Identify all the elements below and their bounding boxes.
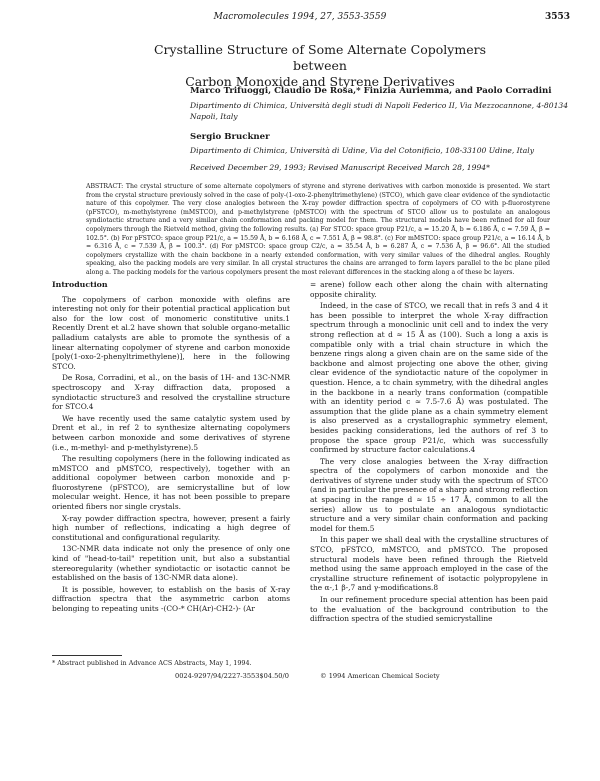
copyright-notice: © 1994 American Chemical Society	[320, 672, 440, 680]
page-number: 3553	[544, 12, 570, 22]
paragraph: The resulting copolymers (here in the following indicated as mMSTCO and pMSTCO, respectively), together with an additional copolymer between carbon monoxide and p-fluorostyrene (pFSTCO), are semicrystalline but of low molecular weight. Hence, it has not been possible to prepare oriented fibers nor single crystals.	[52, 454, 290, 512]
running-header	[0, 12, 600, 26]
paragraph: = arene) follow each other along the chain with alternating opposite chirality.	[310, 280, 548, 299]
paragraph: 13C-NMR data indicate not only the presence of only one kind of "head-to-tail" repetition unit, but also a substantial stereoregularity (whether syndiotactic or isotactic cannot be established on the basis of 13C-NMR data alone).	[52, 544, 290, 583]
title-line-1: Crystalline Structure of Some Alternate Copolymers between	[153, 42, 486, 73]
received-dates: Received December 29, 1993; Revised Manuscript Received March 28, 1994*	[190, 163, 490, 172]
paragraph: In our refinement procedure special attention has been paid to the evaluation of the background contribution to the diffraction spectra of the studied semicrystalline	[310, 595, 548, 624]
title-line-2: Carbon Monoxide and Styrene Derivatives	[185, 74, 455, 89]
journal-citation: Macromolecules 1994, 27, 3553-3559	[213, 12, 387, 22]
footnote-divider	[52, 655, 122, 656]
author-list: Marco Trifuoggi, Claudio De Rosa,* Finizia Auriemma, and Paolo Corradini	[190, 86, 552, 96]
article-title	[150, 42, 490, 90]
footnote: * Abstract published in Advance ACS Abstracts, May 1, 1994.	[52, 659, 252, 667]
paragraph: In this paper we shall deal with the crystalline structures of STCO, pFSTCO, mMSTCO, and pMSTCO. The proposed structural models have been refined through the Rietveld method using the same approach employed in the case of the crystalline structure refinement of isotactic polypropylene in the α-,1 β-,7 and γ-modifications.8	[310, 535, 548, 593]
paragraph: X-ray powder diffraction spectra, however, present a fairly high number of reflections, indicating a high degree of constitutional and configurational regularity.	[52, 513, 290, 542]
left-column	[52, 280, 290, 616]
paragraph: The copolymers of carbon monoxide with olefins are interesting not only for their potential practical application but also for the low cost of monomeric constitutive units.1 Recently Drent et al.2 have shown that soluble organo-metallic palladium catalysts are able to promote the synthesis of a linear alternating copolymer of styrene and carbon monoxide [poly(1-oxo-2-phenyltrimethylene)], here in the following STCO.	[52, 294, 290, 371]
affiliation-udine: Dipartimento di Chimica, Università di Udine, Via del Cotonificio, 108-33100 Udine, Italy	[190, 146, 534, 155]
paragraph: The very close analogies between the X-ray diffraction spectra of the copolymers of carbon monoxide and the derivatives of styrene under study with the spectrum of STCO (and in particular the presence of a sharp and strong reflection at spacing in the range d ≈ 15 ÷ 17 Å, common to all the series) allow us to postulate an analogous syndiotactic structure and a very similar chain conformation and packing model for them.5	[310, 456, 548, 533]
section-heading-introduction: Introduction	[52, 280, 108, 289]
paragraph: Indeed, in the case of STCO, we recall that in refs 3 and 4 it has been possible to interpret the whole X-ray diffraction spectrum through a monoclinic unit cell and to index the very strong reflection at d ≈ 15 Å as (100). Such a long a axis is compatible only with a trial chain structure in which the benzene rings along a given chain are on the same side of the backbone and almost projecting one above the other, giving clear evidence of the syndiotactic nature of the copolymer in question. Hence, a tc chain symmetry, with the dihedral angles in the backbone in a nearly trans conformation (compatible with an identity period c ≈ 7.5-7.6 Å) was postulated. The assumption that the glide plane as a chain symmetry element is also preserved as a crystallographic symmetry element, besides packing considerations, led the authors of ref 3 to propose the space group P21/c, which was successfully confirmed by structure factor calculations.4	[310, 301, 548, 455]
abstract: ABSTRACT: The crystal structure of some alternate copolymers of styrene and styrene derivatives with carbon monoxide is presented. We start from the crystal structure previously solved in the case of poly-(1-oxo-2-phenyltrimethylene) (STCO), which gave clear evidence of the syndiotactic nature of this copolymer. The very close analogies between the X-ray powder diffraction spectra of copolymers of CO with p-fluorostyrene (pFSTCO), m-methylstyrene (mMSTCO), and p-methylstyrene (pMSTCO) with the spectrum of STCO allow us to postulate an analogous syndiotactic structure and a very similar chain conformation and packing model for them. The structural models have been refined for all four copolymers through the Rietveld method, giving the following results. (a) For STCO: space group P21/c, a = 15.20 Å, b = 6.186 Å, c = 7.59 Å, β = 102.5°. (b) For pFSTCO: space group P21/c, a = 15.59 Å, b = 6.168 Å, c = 7.551 Å, β = 98.8°. (c) For mMSTCO: space group P21/c, a = 16.14 Å, b = 6.316 Å, c = 7.539 Å, β = 100.3°. (d) For pMSTCO: space group C2/c, a = 35.54 Å, b = 6.287 Å, c = 7.536 Å, β = 96.6°. All the studied copolymers crystallize with the chain backbone in a nearly extended conformation, with very similar values of the dihedral angles. Roughly speaking, also the packing models are very similar. In all crystal structures the chains are arranged to form layers parallel to the bc plane piled along a. The packing models for the various copolymers present the most relevant differences in the stacking along a of these bc layers.	[86, 183, 550, 276]
page-footer	[0, 672, 600, 682]
paragraph: It is possible, however, to establish on the basis of X-ray diffraction spectra that the asymmetric carbon atoms belonging to repeating units -(CO-* CH(Ar)-CH2-)- (Ar	[52, 584, 290, 613]
paragraph: De Rosa, Corradini, et al., on the basis of 1H- and 13C-NMR spectroscopy and X-ray diffraction data, proposed a syndiotactic structure3 and resolved the crystalline structure for STCO.4	[52, 373, 290, 412]
affiliation-naples: Dipartimento di Chimica, Università degli studi di Napoli Federico II, Via Mezzocannone, 4-80134 Napoli, Italy	[190, 101, 569, 121]
author-bruckner: Sergio Bruckner	[190, 132, 270, 142]
paragraph: We have recently used the same catalytic system used by Drent et al., in ref 2 to synthesize alternating copolymers between carbon monoxide and some derivatives of styrene (i.e., m-methyl- and p-methylstyrene).5	[52, 413, 290, 452]
right-column	[310, 280, 548, 626]
article-identifier: 0024-9297/94/2227-3553$04.50/0	[175, 672, 289, 680]
